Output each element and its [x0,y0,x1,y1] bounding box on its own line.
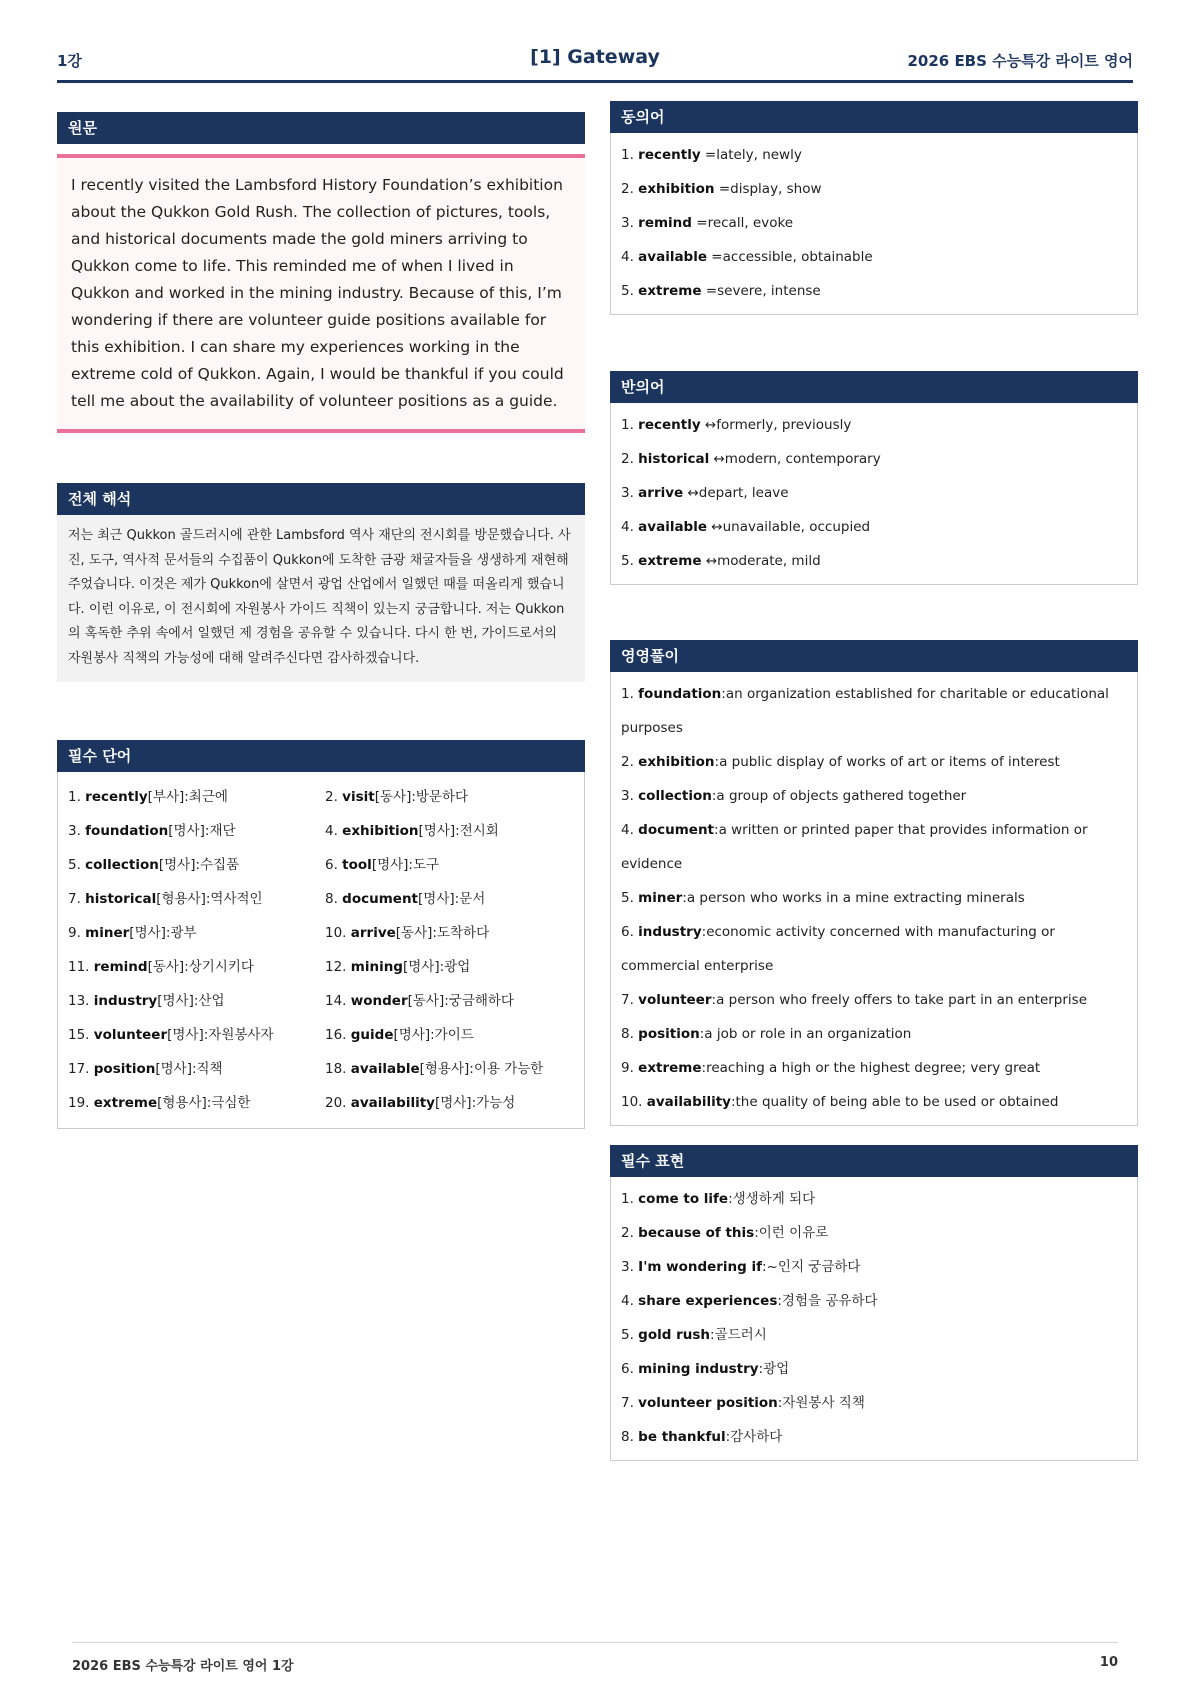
list-item [621,1318,1127,1352]
item-term: historical [638,451,710,467]
item-meaning: :생생하게 되다 [728,1191,816,1207]
item-term: exhibition [638,181,715,197]
list-item [621,677,1127,745]
item-number: 1. [68,789,86,805]
item-number: 5. [68,857,86,873]
item-term: foundation [638,686,722,702]
item-number: 2. [621,754,639,770]
item-meaning: :the quality of being able to be used or obtained [730,1094,1059,1110]
page-number: 10 [1099,1655,1118,1670]
item-term: recently [638,147,701,163]
list-item [621,476,1127,510]
item-meaning: :a group of objects gathered together [711,788,967,804]
list-item [621,274,1127,308]
item-number: 15. [68,1027,94,1043]
item-meaning: [동사]:도착하다 [395,925,490,941]
list-item [321,780,574,814]
item-meaning: =accessible, obtainable [707,249,873,265]
lesson-number: 1강 [57,52,82,70]
item-meaning: [명사]:가이드 [393,1027,474,1043]
expressions-section [610,1145,1138,1461]
item-meaning: :이런 이유로 [754,1225,829,1241]
item-number: 1. [621,147,639,163]
item-meaning: :감사하다 [725,1429,783,1445]
item-term: guide [350,1027,394,1043]
item-number: 5. [621,553,639,569]
item-term: document [342,891,419,907]
definitions-list [611,672,1137,1125]
definitions-section [610,640,1138,1126]
item-term: be thankful [638,1429,726,1445]
synonyms-list [611,133,1137,314]
item-number: 16. [325,1027,351,1043]
item-meaning: [동사]:방문하다 [374,789,469,805]
section-title: 동의어 [610,101,1138,133]
item-number: 3. [621,215,639,231]
item-meaning: :~인지 궁금하다 [762,1259,861,1275]
item-number: 20. [325,1095,351,1111]
item-term: remind [93,959,148,975]
list-item [68,780,321,814]
item-number: 4. [325,823,343,839]
list-item [621,544,1127,578]
item-meaning: [명사]:가능성 [434,1095,516,1111]
item-term: because of this [638,1225,755,1241]
list-item [621,745,1127,779]
list-item [621,1352,1127,1386]
item-number: 10. [325,925,351,941]
item-term: miner [638,890,683,906]
list-item [621,1420,1127,1454]
item-meaning: [명사]:전시회 [418,823,499,839]
list-item [68,814,321,848]
item-number: 4. [621,519,639,535]
item-meaning: ↔depart, leave [683,485,789,501]
item-meaning: [명사]:재단 [168,823,236,839]
item-number: 9. [68,925,86,941]
synonyms-section [610,101,1138,315]
list-item [621,813,1127,881]
section-title: 영영풀이 [610,640,1138,672]
expressions-list [611,1177,1137,1460]
list-item [321,848,574,882]
item-term: remind [638,215,692,231]
item-number: 8. [325,891,343,907]
list-item [621,510,1127,544]
section-title: 전체 해석 [57,483,585,515]
item-meaning: =recall, evoke [691,215,794,231]
list-item [321,1086,574,1120]
item-number: 1. [621,417,639,433]
item-number: 6. [621,924,639,940]
item-term: historical [85,891,157,907]
list-item [68,916,321,950]
item-meaning: [명사]:도구 [371,857,440,873]
item-number: 5. [621,890,639,906]
list-item [621,442,1127,476]
item-meaning: ↔unavailable, occupied [707,519,871,535]
list-item [621,1085,1127,1119]
item-term: volunteer [93,1027,168,1043]
list-item [621,915,1127,983]
list-item [68,950,321,984]
item-meaning: =display, show [714,181,822,197]
item-meaning: [형용사]:극심한 [157,1095,251,1111]
item-number: 6. [325,857,343,873]
list-item [321,814,574,848]
list-item [68,1018,321,1052]
item-term: arrive [638,485,684,501]
item-meaning: :a public display of works of art or items of interest [714,754,1060,770]
page-footer [72,1642,1118,1674]
item-meaning: :경험을 공유하다 [777,1293,878,1309]
list-item [621,1284,1127,1318]
item-term: industry [93,993,158,1009]
list-item [621,779,1127,813]
list-item [68,882,321,916]
item-term: collection [638,788,712,804]
item-number: 2. [325,789,343,805]
item-term: document [638,822,715,838]
item-term: wonder [350,993,408,1009]
item-term: position [638,1026,700,1042]
item-number: 3. [621,788,639,804]
item-term: gold rush [638,1327,711,1343]
list-item [321,1018,574,1052]
item-term: recently [85,789,148,805]
list-item [621,206,1127,240]
list-item [321,882,574,916]
item-meaning: [형용사]:이용 가능한 [419,1061,544,1077]
item-term: miner [85,925,130,941]
item-number: 4. [621,249,639,265]
item-number: 3. [68,823,86,839]
item-meaning: [명사]:수집품 [158,857,240,873]
item-term: position [93,1061,156,1077]
section-title: 원문 [57,112,585,144]
item-term: share experiences [638,1293,778,1309]
item-term: availability [646,1094,731,1110]
item-meaning: [형용사]:역사적인 [156,891,263,907]
item-term: exhibition [342,823,419,839]
translation-passage: 저는 최근 Qukkon 골드러시에 관한 Lambsford 역사 재단의 전시회를 방문했습니다. 사진, 도구, 역사적 문서들의 수집품이 Qukkon에 도착한 금광 채굴자들을 생생하게 재현해 주었습니다. 이것은 제가 Qukkon에 살면서 광업 산업에서 일했던 때를 떠올리게 했습니다. 이런 이유로, 이 전시회에 자원봉사 가이드 직책이 있는지 궁금합니다. 저는 Qukkon의 혹독한 추위 속에서 일했던 제 경험을 공유할 수 있습니다. 다시 한 번, 가이드로서의 자원봉사 직책의 가능성에 대해 알려주신다면 감사하겠습니다. [57,515,585,682]
item-number: 9. [621,1060,639,1076]
page-header [57,46,1133,83]
list-item [621,983,1127,1017]
item-meaning: [명사]:자원봉사자 [167,1027,274,1043]
item-number: 6. [621,1361,639,1377]
item-term: foundation [85,823,169,839]
item-term: mining [350,959,403,975]
list-item [621,1250,1127,1284]
item-term: extreme [638,553,702,569]
list-item [621,408,1127,442]
item-number: 4. [621,1293,639,1309]
item-meaning: :골드러시 [710,1327,767,1343]
list-item [621,1182,1127,1216]
item-number: 2. [621,1225,639,1241]
item-term: volunteer position [638,1395,778,1411]
item-term: extreme [638,1060,702,1076]
item-term: recently [638,417,701,433]
item-term: available [350,1061,420,1077]
item-meaning: :a person who works in a mine extracting minerals [682,890,1025,906]
item-number: 11. [68,959,94,975]
footer-book-title: 2026 EBS 수능특강 라이트 영어 1강 [72,1659,294,1674]
item-meaning: :a person who freely offers to take part in an enterprise [711,992,1088,1008]
item-number: 8. [621,1026,639,1042]
item-number: 13. [68,993,94,1009]
item-number: 1. [621,1191,639,1207]
item-term: I'm wondering if [638,1259,763,1275]
original-passage: I recently visited the Lambsford History Foundation’s exhibition about the Qukkon Gold Rush. The collection of pictures, tools, and historical documents made the gold miners arriving to Qukkon come to life. This reminded me of when I lived in Qukkon and worked in the mining industry. Because of this, I’m wondering if there are volunteer guide positions available for this exhibition. I can share my experiences working in the extreme cold of Qukkon. Again, I would be thankful if you could tell me about the availability of volunteer positions as a guide. [57,154,585,433]
item-meaning: =severe, intense [701,283,821,299]
item-term: available [638,519,708,535]
item-meaning: ↔formerly, previously [700,417,852,433]
item-number: 10. [621,1094,647,1110]
list-item [68,848,321,882]
list-item [621,240,1127,274]
item-term: available [638,249,708,265]
item-meaning: [동사]:궁금해하다 [407,993,514,1009]
item-number: 1. [621,686,639,702]
item-number: 2. [621,181,639,197]
item-term: collection [85,857,159,873]
list-item [68,1052,321,1086]
section-title: 필수 단어 [57,740,585,772]
vocabulary-section [57,740,585,1129]
vocabulary-list [58,772,584,1128]
list-item [321,1052,574,1086]
item-meaning: [명사]:산업 [157,993,225,1009]
item-term: industry [638,924,702,940]
item-number: 4. [621,822,639,838]
item-meaning: :자원봉사 직책 [777,1395,865,1411]
book-title: 2026 EBS 수능특강 라이트 영어 [907,52,1133,70]
item-number: 7. [621,992,639,1008]
item-meaning: :reaching a high or the highest degree; very great [701,1060,1041,1076]
section-title: 필수 표현 [610,1145,1138,1177]
list-item [321,950,574,984]
item-meaning: :a job or role in an organization [699,1026,912,1042]
item-number: 8. [621,1429,639,1445]
item-number: 7. [68,891,86,907]
item-number: 19. [68,1095,94,1111]
item-number: 17. [68,1061,94,1077]
item-term: availability [350,1095,435,1111]
list-item [621,1051,1127,1085]
item-term: arrive [350,925,396,941]
list-item [621,881,1127,915]
item-term: volunteer [638,992,712,1008]
item-number: 3. [621,485,639,501]
antonyms-list [611,403,1137,584]
item-meaning: =lately, newly [700,147,802,163]
item-meaning: :an organization established for charitable or educational purposes [621,686,1109,736]
item-meaning: [부사]:최근에 [147,789,228,805]
list-item [621,1386,1127,1420]
item-number: 18. [325,1061,351,1077]
item-meaning: ↔modern, contemporary [709,451,881,467]
item-meaning: [명사]:문서 [418,891,486,907]
item-number: 5. [621,283,639,299]
item-meaning: [명사]:광업 [402,959,471,975]
item-meaning: [명사]:광부 [129,925,197,941]
item-number: 2. [621,451,639,467]
item-term: exhibition [638,754,715,770]
item-term: mining industry [638,1361,759,1377]
item-number: 5. [621,1327,639,1343]
item-term: extreme [93,1095,158,1111]
original-text-section [57,112,585,433]
list-item [68,1086,321,1120]
item-number: 14. [325,993,351,1009]
item-term: visit [342,789,375,805]
section-title: 반의어 [610,371,1138,403]
translation-section [57,483,585,682]
list-item [321,916,574,950]
item-meaning: ↔moderate, mild [701,553,821,569]
item-meaning: :광업 [758,1361,790,1377]
item-term: come to life [638,1191,729,1207]
item-meaning: [명사]:직책 [155,1061,223,1077]
list-item [68,984,321,1018]
list-item [621,172,1127,206]
item-term: tool [342,857,372,873]
antonyms-section [610,371,1138,585]
list-item [621,1017,1127,1051]
item-term: extreme [638,283,702,299]
list-item [621,138,1127,172]
item-number: 12. [325,959,351,975]
item-meaning: :a written or printed paper that provides information or evidence [621,822,1088,872]
item-meaning: [동사]:상기시키다 [147,959,254,975]
page-title: [1] Gateway [530,46,660,68]
item-number: 3. [621,1259,639,1275]
list-item [321,984,574,1018]
list-item [621,1216,1127,1250]
item-number: 7. [621,1395,639,1411]
item-meaning: :economic activity concerned with manufacturing or commercial enterprise [621,924,1055,974]
